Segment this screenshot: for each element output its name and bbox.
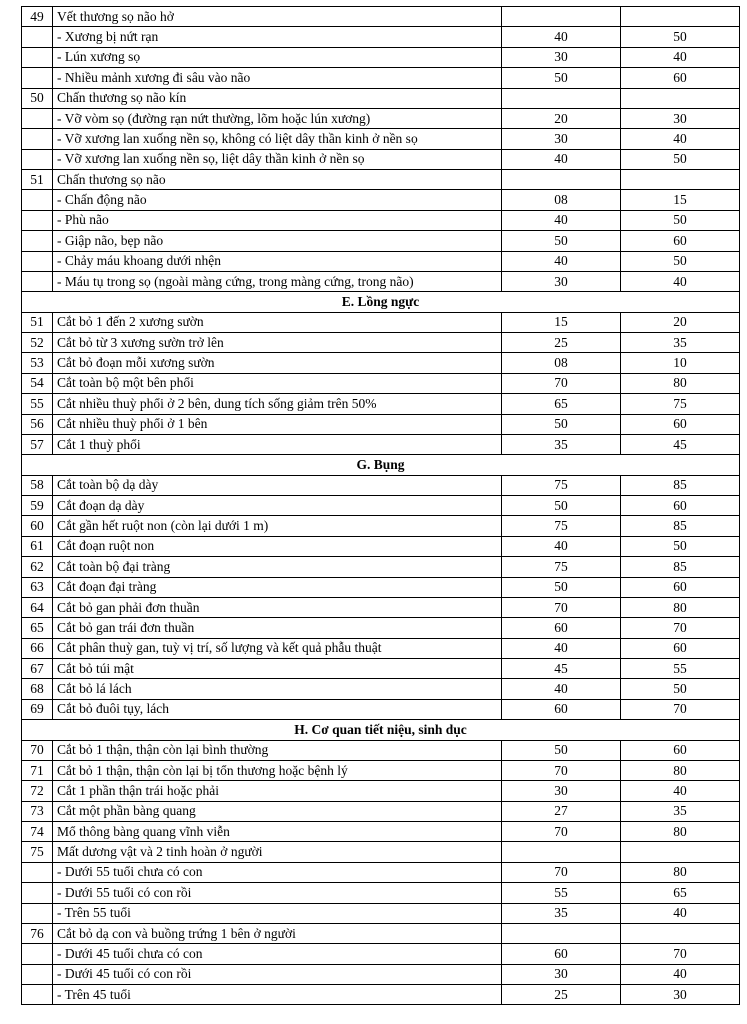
rate-min: 40 (502, 536, 621, 556)
row-number: 59 (22, 496, 53, 516)
table-row (22, 475, 740, 495)
row-number (22, 251, 53, 271)
injury-description: - Dưới 45 tuổi chưa có con (53, 944, 502, 964)
row-number (22, 271, 53, 291)
row-number: 60 (22, 516, 53, 536)
row-number: 52 (22, 333, 53, 353)
rate-max: 10 (621, 353, 740, 373)
table-row (22, 801, 740, 821)
rate-max (621, 923, 740, 943)
table-row (22, 822, 740, 842)
rate-min: 50 (502, 577, 621, 597)
rate-min: 60 (502, 944, 621, 964)
injury-description: - Lún xương sọ (53, 47, 502, 67)
section-header-row (22, 455, 740, 475)
rate-min: 50 (502, 231, 621, 251)
rate-max: 15 (621, 190, 740, 210)
rate-max: 60 (621, 231, 740, 251)
row-number (22, 231, 53, 251)
injury-description: - Vỡ xương lan xuống nền sọ, liệt dây thần kinh ở nền sọ (53, 149, 502, 169)
injury-description: Cắt toàn bộ đại tràng (53, 557, 502, 577)
injury-description: Cắt bỏ gan trái đơn thuần (53, 618, 502, 638)
rate-max: 35 (621, 801, 740, 821)
row-number (22, 210, 53, 230)
injury-description: - Nhiều mảnh xương đi sâu vào não (53, 68, 502, 88)
table-row (22, 190, 740, 210)
rate-max: 70 (621, 944, 740, 964)
row-number: 58 (22, 475, 53, 495)
row-number: 56 (22, 414, 53, 434)
rate-max: 60 (621, 68, 740, 88)
row-number: 54 (22, 373, 53, 393)
section-title: E. Lồng ngực (22, 292, 740, 312)
rate-max: 55 (621, 659, 740, 679)
table-row (22, 781, 740, 801)
injury-description: Mổ thông bàng quang vĩnh viễn (53, 822, 502, 842)
rate-min: 27 (502, 801, 621, 821)
rate-min: 08 (502, 190, 621, 210)
rate-min: 30 (502, 781, 621, 801)
rate-min (502, 7, 621, 27)
table-row (22, 47, 740, 67)
rate-min: 55 (502, 883, 621, 903)
row-number: 53 (22, 353, 53, 373)
table-row (22, 7, 740, 27)
table-row (22, 536, 740, 556)
rate-min: 30 (502, 271, 621, 291)
table-row (22, 373, 740, 393)
rate-max: 40 (621, 903, 740, 923)
injury-description: Chấn thương sọ não (53, 170, 502, 190)
row-number: 64 (22, 597, 53, 617)
injury-description: Cắt bỏ gan phải đơn thuần (53, 597, 502, 617)
table-row (22, 88, 740, 108)
rate-min: 65 (502, 394, 621, 414)
row-number: 65 (22, 618, 53, 638)
rate-min (502, 842, 621, 862)
rate-min: 35 (502, 903, 621, 923)
rate-max: 80 (621, 862, 740, 882)
injury-description: - Dưới 45 tuổi có con rồi (53, 964, 502, 984)
table-row (22, 312, 740, 332)
table-row (22, 251, 740, 271)
injury-description: Cắt nhiều thuỳ phổi ở 2 bên, dung tích sống giảm trên 50% (53, 394, 502, 414)
row-number: 61 (22, 536, 53, 556)
rate-min: 40 (502, 149, 621, 169)
rate-min: 20 (502, 108, 621, 128)
rate-min: 75 (502, 557, 621, 577)
row-number: 74 (22, 822, 53, 842)
table-row (22, 129, 740, 149)
injury-description: Cắt toàn bộ dạ dày (53, 475, 502, 495)
row-number: 51 (22, 312, 53, 332)
rate-min (502, 923, 621, 943)
rate-max: 85 (621, 475, 740, 495)
injury-description: Cắt bỏ lá lách (53, 679, 502, 699)
injury-description: Cắt bỏ 1 đến 2 xương sườn (53, 312, 502, 332)
rate-min: 30 (502, 47, 621, 67)
rate-max: 80 (621, 597, 740, 617)
row-number: 51 (22, 170, 53, 190)
rate-min: 60 (502, 618, 621, 638)
table-row (22, 740, 740, 760)
rate-min: 75 (502, 516, 621, 536)
table-row (22, 842, 740, 862)
injury-description: Cắt bỏ 1 thận, thận còn lại bị tổn thương hoặc bệnh lý (53, 760, 502, 780)
row-number: 66 (22, 638, 53, 658)
table-row (22, 108, 740, 128)
row-number (22, 944, 53, 964)
table-row (22, 944, 740, 964)
rate-min: 70 (502, 822, 621, 842)
table-row (22, 638, 740, 658)
rate-min: 45 (502, 659, 621, 679)
table-row (22, 699, 740, 719)
injury-description: - Máu tụ trong sọ (ngoài màng cứng, trong màng cứng, trong não) (53, 271, 502, 291)
table-row (22, 862, 740, 882)
table-row (22, 333, 740, 353)
section-header-row (22, 720, 740, 740)
rate-max: 40 (621, 47, 740, 67)
table-row (22, 577, 740, 597)
row-number: 69 (22, 699, 53, 719)
rate-max: 60 (621, 496, 740, 516)
table-row (22, 760, 740, 780)
table-row (22, 659, 740, 679)
injury-description: Cắt 1 thuỳ phổi (53, 434, 502, 454)
rate-min: 70 (502, 862, 621, 882)
injury-description: Cắt bỏ đuôi tụy, lách (53, 699, 502, 719)
rate-min: 40 (502, 210, 621, 230)
section-title: G. Bụng (22, 455, 740, 475)
table-row (22, 394, 740, 414)
injury-description: Cắt gần hết ruột non (còn lại dưới 1 m) (53, 516, 502, 536)
rate-min: 75 (502, 475, 621, 495)
rate-max: 50 (621, 27, 740, 47)
row-number (22, 47, 53, 67)
rate-max: 80 (621, 822, 740, 842)
injury-description: Vết thương sọ não hở (53, 7, 502, 27)
rate-min: 30 (502, 129, 621, 149)
rate-max: 40 (621, 271, 740, 291)
table-row (22, 149, 740, 169)
row-number: 62 (22, 557, 53, 577)
rate-max: 80 (621, 760, 740, 780)
row-number (22, 108, 53, 128)
table-row (22, 271, 740, 291)
injury-description: Cắt bỏ túi mật (53, 659, 502, 679)
rate-min: 35 (502, 434, 621, 454)
rate-max: 40 (621, 129, 740, 149)
rate-min: 40 (502, 638, 621, 658)
rate-min: 50 (502, 496, 621, 516)
rate-max: 50 (621, 149, 740, 169)
rate-min: 08 (502, 353, 621, 373)
table-body (22, 7, 740, 1005)
injury-description: Cắt phân thuỳ gan, tuỳ vị trí, số lượng và kết quả phẫu thuật (53, 638, 502, 658)
injury-description: Cắt bỏ dạ con và buồng trứng 1 bên ở người (53, 923, 502, 943)
section-header-row (22, 292, 740, 312)
injury-description: - Giập não, bẹp não (53, 231, 502, 251)
injury-description: - Chấn động não (53, 190, 502, 210)
row-number (22, 883, 53, 903)
injury-description: Cắt 1 phần thận trái hoặc phải (53, 781, 502, 801)
table-row (22, 597, 740, 617)
table-row (22, 170, 740, 190)
row-number: 67 (22, 659, 53, 679)
rate-max: 65 (621, 883, 740, 903)
table-row (22, 496, 740, 516)
injury-description: Cắt đoạn đại tràng (53, 577, 502, 597)
rate-min: 40 (502, 251, 621, 271)
injury-description: Cắt đoạn ruột non (53, 536, 502, 556)
rate-max: 30 (621, 985, 740, 1005)
injury-description: Cắt bỏ 1 thận, thận còn lại bình thường (53, 740, 502, 760)
row-number: 55 (22, 394, 53, 414)
injury-description: Chấn thương sọ não kín (53, 88, 502, 108)
rate-min (502, 88, 621, 108)
injury-description: - Trên 55 tuổi (53, 903, 502, 923)
row-number (22, 68, 53, 88)
injury-description: Cắt bỏ đoạn mỗi xương sườn (53, 353, 502, 373)
rate-max: 50 (621, 210, 740, 230)
injury-description: - Phù não (53, 210, 502, 230)
rate-min: 15 (502, 312, 621, 332)
rate-max (621, 842, 740, 862)
table-row (22, 516, 740, 536)
row-number (22, 129, 53, 149)
injury-description: - Trên 45 tuổi (53, 985, 502, 1005)
table-row (22, 231, 740, 251)
table-row (22, 27, 740, 47)
row-number (22, 862, 53, 882)
rate-min: 50 (502, 414, 621, 434)
rate-max: 50 (621, 679, 740, 699)
injury-description: Mất dương vật và 2 tinh hoàn ở người (53, 842, 502, 862)
rate-max: 85 (621, 516, 740, 536)
rate-min (502, 170, 621, 190)
row-number: 70 (22, 740, 53, 760)
table-row (22, 210, 740, 230)
table-row (22, 679, 740, 699)
row-number: 50 (22, 88, 53, 108)
rate-max (621, 170, 740, 190)
rate-max (621, 7, 740, 27)
injury-description: Cắt toàn bộ một bên phổi (53, 373, 502, 393)
rate-max: 60 (621, 740, 740, 760)
table-row (22, 883, 740, 903)
rate-min: 25 (502, 333, 621, 353)
row-number (22, 149, 53, 169)
row-number: 72 (22, 781, 53, 801)
injury-description: Cắt bỏ từ 3 xương sườn trở lên (53, 333, 502, 353)
table-row (22, 68, 740, 88)
rate-min: 25 (502, 985, 621, 1005)
table-row (22, 353, 740, 373)
rate-max: 60 (621, 414, 740, 434)
injury-description: - Chảy máu khoang dưới nhện (53, 251, 502, 271)
row-number (22, 964, 53, 984)
rate-min: 70 (502, 373, 621, 393)
rate-max: 60 (621, 638, 740, 658)
table-row (22, 414, 740, 434)
table-row (22, 618, 740, 638)
rate-max: 35 (621, 333, 740, 353)
row-number: 57 (22, 434, 53, 454)
injury-description: Cắt nhiều thuỳ phổi ở 1 bên (53, 414, 502, 434)
rate-max: 45 (621, 434, 740, 454)
rate-max: 20 (621, 312, 740, 332)
rate-min: 40 (502, 27, 621, 47)
table-row (22, 923, 740, 943)
rate-max: 30 (621, 108, 740, 128)
injury-description: Cắt một phần bàng quang (53, 801, 502, 821)
rate-max: 40 (621, 964, 740, 984)
row-number (22, 985, 53, 1005)
table-row (22, 985, 740, 1005)
row-number: 73 (22, 801, 53, 821)
row-number: 71 (22, 760, 53, 780)
rate-min: 60 (502, 699, 621, 719)
injury-description: - Dưới 55 tuổi chưa có con (53, 862, 502, 882)
rate-max: 50 (621, 251, 740, 271)
row-number (22, 190, 53, 210)
rate-min: 50 (502, 68, 621, 88)
row-number (22, 903, 53, 923)
rate-max: 40 (621, 781, 740, 801)
rate-min: 70 (502, 760, 621, 780)
rate-max: 80 (621, 373, 740, 393)
table-row (22, 964, 740, 984)
rate-min: 50 (502, 740, 621, 760)
rate-max: 60 (621, 577, 740, 597)
injury-description: - Vỡ xương lan xuống nền sọ, không có liệt dây thần kinh ở nền sọ (53, 129, 502, 149)
row-number: 68 (22, 679, 53, 699)
rate-max: 50 (621, 536, 740, 556)
rate-max: 70 (621, 699, 740, 719)
rate-max: 70 (621, 618, 740, 638)
rate-min: 40 (502, 679, 621, 699)
row-number: 63 (22, 577, 53, 597)
section-title: H. Cơ quan tiết niệu, sinh dục (22, 720, 740, 740)
rate-min: 70 (502, 597, 621, 617)
table-row (22, 903, 740, 923)
rate-max: 85 (621, 557, 740, 577)
injury-rate-table (21, 6, 740, 1005)
rate-max: 75 (621, 394, 740, 414)
injury-description: Cắt đoạn dạ dày (53, 496, 502, 516)
injury-description: - Dưới 55 tuổi có con rồi (53, 883, 502, 903)
row-number: 76 (22, 923, 53, 943)
rate-max (621, 88, 740, 108)
rate-min: 30 (502, 964, 621, 984)
table-row (22, 434, 740, 454)
row-number (22, 27, 53, 47)
injury-description: - Vỡ vòm sọ (đường rạn nứt thường, lõm hoặc lún xương) (53, 108, 502, 128)
row-number: 75 (22, 842, 53, 862)
injury-description: - Xương bị nứt rạn (53, 27, 502, 47)
table-row (22, 557, 740, 577)
row-number: 49 (22, 7, 53, 27)
